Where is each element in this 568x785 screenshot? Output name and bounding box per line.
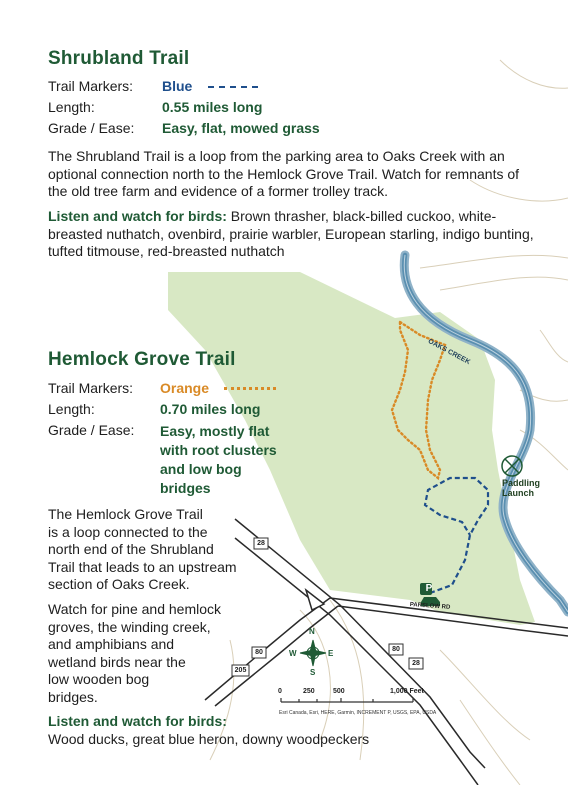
hemlock-length-value: 0.70 miles long (160, 401, 261, 417)
shrubland-grade-value: Easy, flat, mowed grass (162, 120, 320, 136)
shrubland-length-value: 0.55 miles long (162, 99, 263, 115)
hemlock-birds-label: Listen and watch for birds: (48, 713, 227, 729)
paddling-launch-label: Paddling Launch (502, 478, 540, 498)
shrubland-length-label: Length: (48, 99, 95, 115)
hemlock-birds-text: Wood ducks, great blue heron, downy woodpeckers (48, 730, 370, 747)
route-205-shield: 205 (234, 667, 247, 674)
shrubland-grade-label: Grade / Ease: (48, 120, 135, 136)
hemlock-description: The Hemlock Grove Trail is a loop connected to the north end of the Shrubland Trail that leads to an upstream section of Oaks Creek. (48, 506, 237, 592)
orange-marker-swatch (224, 387, 276, 390)
compass-e: E (328, 649, 334, 658)
compass-s: S (310, 668, 316, 677)
hemlock-title: Hemlock Grove Trail (48, 349, 236, 370)
compass-n: N (309, 627, 315, 636)
creek-label: OAKS CREEK (426, 338, 472, 367)
shrubland-description: The Shrubland Trail is a loop from the parking area to Oaks Creek with an optional connection north to the Hemlock Grove Trail. Watch for remnants of the old tree farm and evidence of a former trolley track. (48, 148, 520, 199)
hemlock-markers-label: Trail Markers: (48, 380, 134, 396)
hemlock-markers-value: Orange (160, 380, 210, 396)
shrubland-markers-label: Trail Markers: (48, 78, 134, 94)
scale-label-1000: 1,000 Feet (390, 688, 424, 695)
blue-marker-swatch (208, 86, 258, 88)
hemlock-watch-text: Watch for pine and hemlock groves, the winding creek, and amphibians and wetland birds near the low wooden bog bridges. (48, 601, 222, 705)
compass-w: W (289, 649, 297, 658)
route-80-shield-east: 80 (392, 646, 400, 653)
shrubland-birds-text: Brown thrasher, black-billed cuckoo, white-breasted nuthatch, ovenbird, prairie warbler, European starling, indigo bunting, tufted titmouse, red-breasted nuthatch (48, 208, 534, 259)
hemlock-birds (48, 713, 468, 748)
parking-label: P (425, 583, 433, 594)
shrubland-birds-label: Listen and watch for birds: (48, 208, 227, 224)
map-attribution: Esri Canada, Esri, HERE, Garmin, INCREMENT P, USGS, EPA, USDA (279, 710, 437, 716)
road-label: PARSLOW RD (409, 602, 451, 611)
shrubland-markers-value: Blue (162, 78, 193, 94)
route-80-shield: 80 (255, 649, 263, 656)
hemlock-grade-label: Grade / Ease: (48, 422, 135, 438)
scale-label-0: 0 (278, 688, 282, 695)
shrubland-birds (48, 208, 540, 261)
shrubland-title: Shrubland Trail (48, 48, 190, 69)
route-28-shield: 28 (257, 540, 265, 547)
scale-label-250: 250 (303, 688, 315, 695)
hemlock-length-label: Length: (48, 401, 95, 417)
route-28-shield-south: 28 (412, 660, 420, 667)
scale-bar (281, 698, 413, 702)
scale-label-500: 500 (333, 688, 345, 695)
hemlock-grade-value: Easy, mostly flat with root clusters and low bog bridges (160, 423, 277, 496)
